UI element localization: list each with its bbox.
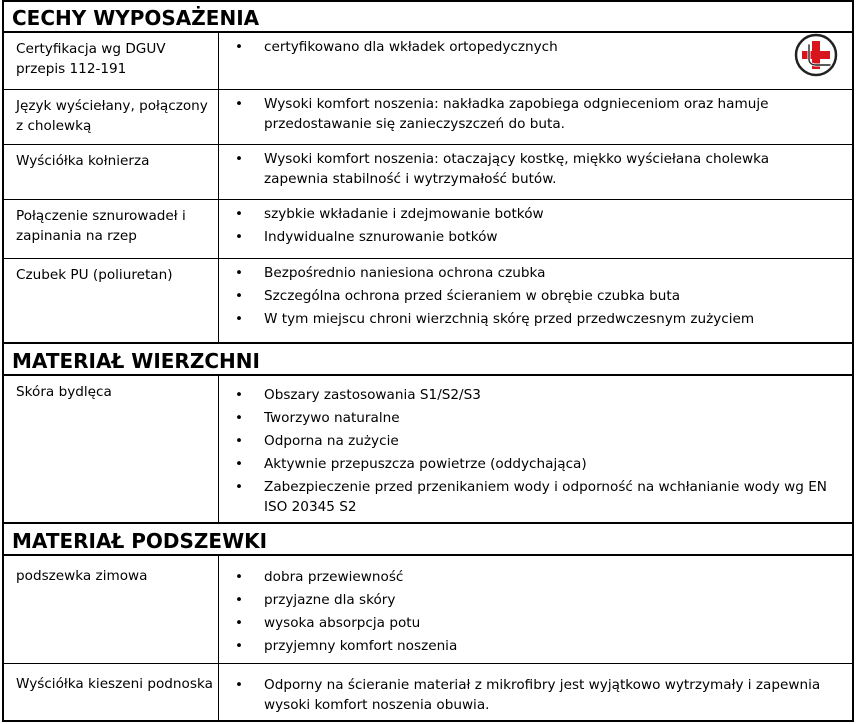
list-item: • Bezpośrednio naniesiona ochrona czubka	[232, 263, 832, 283]
row-label: podszewka zimowa	[16, 568, 148, 584]
list-item: • Indywidualne sznurowanie botków	[232, 227, 832, 247]
bullet-icon: •	[234, 387, 244, 403]
bullet-icon: •	[234, 410, 244, 426]
list-item: • Obszary zastosowania S1/S2/S3	[232, 385, 832, 405]
spec-sheet	[2, 0, 854, 722]
list-item: • Wysoki komfort noszenia: otaczający kostkę, miękko wyściełana cholewka zapewnia stabilność i wytrzymałość butów.	[232, 149, 832, 189]
list-item: • Odporny na ścieranie materiał z mikrofibry jest wyjątkowo wytrzymały i zapewnia wysoki komfort noszenia obuwia.	[232, 675, 832, 715]
bullet-icon: •	[234, 96, 244, 112]
list-item: • szybkie wkładanie i zdejmowanie botków	[232, 204, 832, 224]
row-label: Połączenie sznurowadeł i zapinania na rzep	[16, 208, 186, 244]
list-item: • Tworzywo naturalne	[232, 408, 832, 428]
section-title: MATERIAŁ PODSZEWKI	[12, 529, 268, 553]
list-item: • Zabezpieczenie przed przenikaniem wody i odporność na wchłanianie wody wg EN ISO 20345 S2	[232, 477, 832, 517]
bullet-icon: •	[234, 206, 244, 222]
table-row	[4, 33, 852, 89]
bullet-icon: •	[234, 479, 244, 495]
table-row	[4, 556, 852, 663]
column-divider	[218, 664, 219, 720]
bullet-icon: •	[234, 456, 244, 472]
section-title: CECHY WYPOSAŻENIA	[12, 6, 260, 30]
row-items	[232, 675, 832, 718]
column-divider	[218, 200, 219, 258]
table-row	[4, 200, 852, 258]
bullet-icon: •	[234, 569, 244, 585]
list-item: • W tym miejscu chroni wierzchnią skórę przed przedwczesnym zużyciem	[232, 309, 832, 329]
list-item: • certyfikowano dla wkładek ortopedycznych	[232, 37, 832, 57]
bullet-icon: •	[234, 615, 244, 631]
row-items	[232, 204, 832, 250]
row-items	[232, 94, 832, 137]
row-items	[232, 567, 832, 659]
column-divider	[218, 259, 219, 342]
row-label: Wyściółka kołnierza	[16, 153, 150, 169]
row-label: Skóra bydlęca	[16, 384, 112, 400]
bullet-icon: •	[234, 311, 244, 327]
column-divider	[218, 145, 219, 199]
bullet-icon: •	[234, 677, 244, 693]
row-items	[232, 263, 832, 332]
row-items	[232, 385, 832, 520]
list-item: • wysoka absorpcja potu	[232, 613, 832, 633]
bullet-icon: •	[234, 592, 244, 608]
list-item: • Wysoki komfort noszenia: nakładka zapobiega odgnieceniom oraz hamuje przedostawanie się zanieczyszczeń do buta.	[232, 94, 832, 134]
bullet-icon: •	[234, 433, 244, 449]
bullet-icon: •	[234, 229, 244, 245]
bullet-icon: •	[234, 151, 244, 167]
bullet-icon: •	[234, 39, 244, 55]
row-label: Certyfikacja wg DGUV przepis 112-191	[16, 41, 166, 77]
row-label: Wyściółka kieszeni podnoska	[16, 676, 213, 692]
column-divider	[218, 556, 219, 663]
table-row	[4, 145, 852, 199]
section-header-features	[4, 6, 852, 30]
list-item: • Aktywnie przepuszcza powietrze (oddychająca)	[232, 454, 832, 474]
column-divider	[218, 90, 219, 144]
bullet-icon: •	[234, 288, 244, 304]
section-header-upper-material	[4, 344, 852, 374]
section-title: MATERIAŁ WIERZCHNI	[12, 349, 260, 373]
bullet-icon: •	[234, 265, 244, 281]
orthopedic-cross-logo-icon	[794, 33, 838, 77]
table-row	[4, 259, 852, 342]
section-header-lining-material	[4, 524, 852, 554]
column-divider	[218, 33, 219, 89]
table-row	[4, 664, 852, 720]
list-item: • dobra przewiewność	[232, 567, 832, 587]
column-divider	[218, 376, 219, 522]
list-item: • przyjemny komfort noszenia	[232, 636, 832, 656]
list-item: • Odporna na zużycie	[232, 431, 832, 451]
row-label: Język wyściełany, połączony z cholewką	[16, 98, 208, 134]
list-item: • przyjazne dla skóry	[232, 590, 832, 610]
table-row	[4, 376, 852, 522]
list-item: • Szczególna ochrona przed ścieraniem w obrębie czubka buta	[232, 286, 832, 306]
row-items	[232, 149, 832, 192]
row-label: Czubek PU (poliuretan)	[16, 267, 173, 283]
bullet-icon: •	[234, 638, 244, 654]
table-row	[4, 90, 852, 144]
row-items	[232, 37, 832, 60]
